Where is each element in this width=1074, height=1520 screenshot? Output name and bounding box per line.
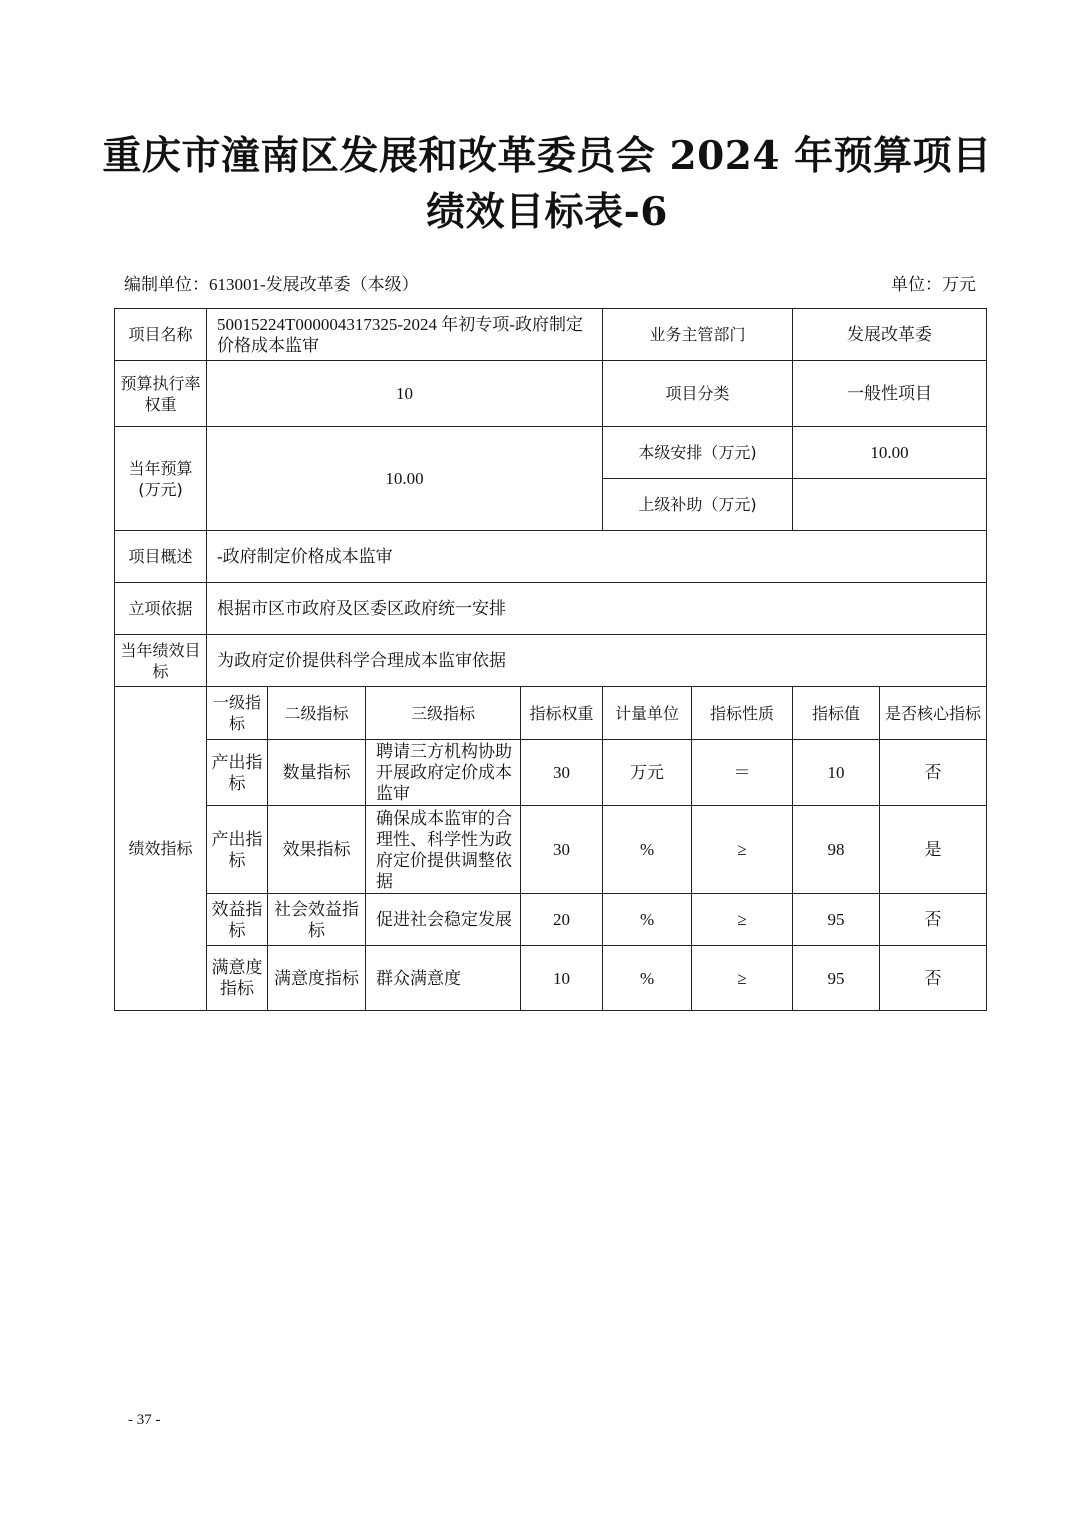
indicator-value: 95	[793, 946, 880, 1011]
page-number: - 37 -	[128, 1412, 161, 1428]
goal-label: 当年绩效目标	[115, 635, 207, 687]
dept-value: 发展改革委	[793, 309, 987, 361]
summary-label: 项目概述	[115, 531, 207, 583]
project-name-value: 50015224T000004317325-2024 年初专项-政府制定价格成本监审	[207, 309, 603, 361]
row-weight	[115, 361, 987, 427]
indicator-header-row	[115, 687, 987, 740]
indicator-core: 否	[880, 894, 987, 946]
indicator-row	[115, 946, 987, 1011]
weight-value: 10	[207, 361, 603, 427]
indicator-section-label: 绩效指标	[115, 687, 207, 1011]
header-level2: 二级指标	[268, 687, 366, 740]
dept-label: 业务主管部门	[603, 309, 793, 361]
title-line-2: 绩效目标表-6	[426, 189, 668, 235]
indicator-row	[115, 894, 987, 946]
goal-value: 为政府定价提供科学合理成本监审依据	[207, 635, 987, 687]
indicator-level2: 数量指标	[268, 740, 366, 806]
indicator-level1: 效益指标	[207, 894, 268, 946]
indicator-unit: %	[603, 946, 692, 1011]
row-basis	[115, 583, 987, 635]
header-weight: 指标权重	[521, 687, 603, 740]
indicator-value: 98	[793, 806, 880, 894]
page-title	[60, 128, 1034, 240]
indicator-level1: 产出指标	[207, 806, 268, 894]
indicator-nature: ＝	[692, 740, 793, 806]
indicator-row	[115, 740, 987, 806]
header-unit: 计量单位	[603, 687, 692, 740]
project-name-label: 项目名称	[115, 309, 207, 361]
header-core: 是否核心指标	[880, 687, 987, 740]
indicator-weight: 20	[521, 894, 603, 946]
meta-row	[124, 270, 976, 294]
summary-value: -政府制定价格成本监审	[207, 531, 987, 583]
indicator-weight: 30	[521, 740, 603, 806]
indicator-level1: 产出指标	[207, 740, 268, 806]
compile-unit: 编制单位：613001-发展改革委（本级）	[124, 275, 419, 294]
indicator-value: 95	[793, 894, 880, 946]
header-level3: 三级指标	[366, 687, 521, 740]
indicator-level1: 满意度指标	[207, 946, 268, 1011]
row-budget-own	[115, 427, 987, 479]
row-goal	[115, 635, 987, 687]
indicator-nature: ≥	[692, 946, 793, 1011]
indicator-level3: 聘请三方机构协助开展政府定价成本监审	[366, 740, 521, 806]
indicator-weight: 10	[521, 946, 603, 1011]
upper-subsidy-label: 上级补助（万元)	[603, 479, 793, 531]
budget-label: 当年预算(万元)	[115, 427, 207, 531]
row-summary	[115, 531, 987, 583]
indicator-value: 10	[793, 740, 880, 806]
header-level1: 一级指标	[207, 687, 268, 740]
header-value: 指标值	[793, 687, 880, 740]
currency-unit: 单位：万元	[891, 275, 976, 294]
category-value: 一般性项目	[793, 361, 987, 427]
basis-value: 根据市区市政府及区委区政府统一安排	[207, 583, 987, 635]
indicator-level2: 效果指标	[268, 806, 366, 894]
indicator-level2: 社会效益指标	[268, 894, 366, 946]
own-budget-label: 本级安排（万元)	[603, 427, 793, 479]
own-budget-value: 10.00	[793, 427, 987, 479]
header-nature: 指标性质	[692, 687, 793, 740]
indicator-nature: ≥	[692, 894, 793, 946]
indicator-level3: 群众满意度	[366, 946, 521, 1011]
indicator-core: 否	[880, 740, 987, 806]
indicator-level3: 促进社会稳定发展	[366, 894, 521, 946]
indicator-level2: 满意度指标	[268, 946, 366, 1011]
title-line-1: 重庆市潼南区发展和改革委员会 2024 年预算项目	[102, 133, 992, 179]
upper-subsidy-value	[793, 479, 987, 531]
indicator-nature: ≥	[692, 806, 793, 894]
indicator-core: 是	[880, 806, 987, 894]
indicator-unit: %	[603, 894, 692, 946]
basis-label: 立项依据	[115, 583, 207, 635]
performance-table	[114, 308, 987, 1011]
budget-value: 10.00	[207, 427, 603, 531]
weight-label: 预算执行率权重	[115, 361, 207, 427]
indicator-level3: 确保成本监审的合理性、科学性为政府定价提供调整依据	[366, 806, 521, 894]
indicator-weight: 30	[521, 806, 603, 894]
category-label: 项目分类	[603, 361, 793, 427]
row-project-name	[115, 309, 987, 361]
indicator-unit: 万元	[603, 740, 692, 806]
indicator-row	[115, 806, 987, 894]
indicator-core: 否	[880, 946, 987, 1011]
indicator-unit: %	[603, 806, 692, 894]
